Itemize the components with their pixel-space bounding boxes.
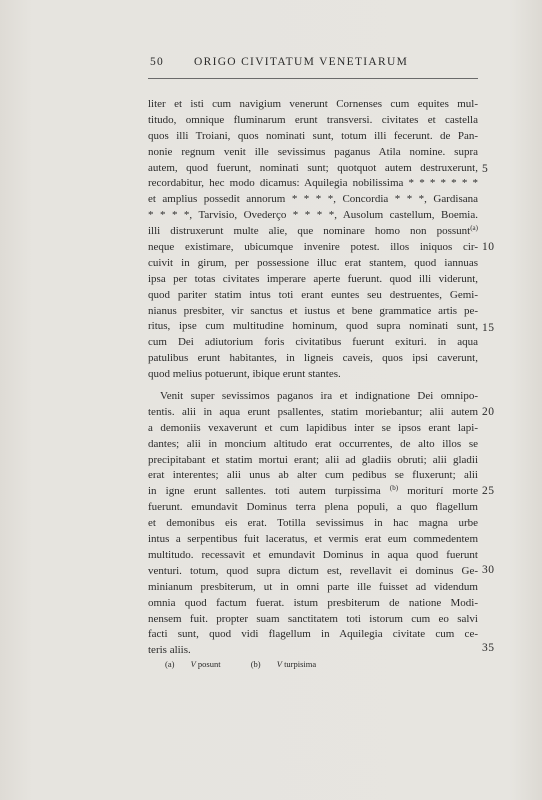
- text-line: neque existimare, ubicumque invenire potest. illos iniquos cir-: [148, 241, 478, 254]
- line-number: 35: [482, 642, 495, 654]
- text-line: cum Dei adiutorium foris civitatibus fuerunt exituri. in aqua: [148, 336, 478, 349]
- text-line: nensem fuit. propter suam sanctitatem toti istorum cum eo salvi: [148, 612, 478, 625]
- text-line: fuerunt. emundavit Dominus terra plena populi, a quo flagellum: [148, 501, 478, 514]
- line-number: 10: [482, 241, 495, 253]
- text-line: intus a serpentibus fuit laceratus, et vermis erat eum commedentem: [148, 533, 478, 546]
- footnotes: [165, 659, 344, 669]
- text-line: recordabitur, hec modo dicamus: Aquilegia nobilissima * * * * * * *: [148, 177, 478, 190]
- text-line: teris aliis.: [148, 644, 191, 657]
- text-line: nianus presbiter, vir sanctus et iustus et bene grammatice artis pe-: [148, 304, 478, 317]
- line-number: 20: [482, 406, 495, 418]
- footnote-b: (b) V turpisima: [250, 659, 317, 669]
- text-line: cuivit in girum, per possessione illuc erat stantem, quod iannuas: [148, 256, 478, 269]
- text-line: et demonibus eis erat. Totilla sevissimus in hac magna urbe: [148, 517, 478, 530]
- page-header: [150, 56, 475, 76]
- text-line: precipitabant et statim mortui erant; alii ad gladiis obruti; alii gladii: [148, 453, 478, 466]
- text-line: dantes; alii in moncium altitudo erat occurrentes, de alto illos se: [148, 437, 478, 450]
- line-number: 25: [482, 485, 495, 497]
- text-line: et amplius possedit annorum * * * *, Concordia * * *, Gardisana: [148, 193, 478, 206]
- text-line: venturi. totum, quod supra dictum est, revellavit ei dominus Ge-: [148, 564, 478, 577]
- text-line: autem, quod fuerunt, nominati sunt; quotquot autem destruxerunt,: [148, 161, 478, 174]
- text-line: patulibus erunt habitantes, in ligneis caveis, quos ipsi caverunt,: [148, 352, 478, 365]
- text-line: quos illi Troiani, quos nominati sunt, totum illi fecerunt. de Pan-: [148, 129, 478, 142]
- body-text: [148, 97, 478, 659]
- text-line: illi distruxerunt multe alie, que nominare homo non possunt$^{(a)}$: [148, 224, 478, 238]
- line-number: 30: [482, 564, 495, 576]
- text-line: nonie regnum venit ille sevissimus paganus Atila nomine. supra: [148, 145, 478, 158]
- footnote-a: (a) V posunt: [165, 659, 221, 669]
- text-line: ipsa per totas civitates imperare aperte fuerunt. quod illi viderunt,: [148, 272, 478, 285]
- text-line: minianum presbiterum, ut in omni parte ille fuisset ad videndum: [148, 580, 478, 593]
- text-line: facti sunt, quod vidi flagellum in Aquilegia civitate cum ce-: [148, 628, 478, 641]
- footnote-marker-b: (b): [389, 484, 399, 493]
- text-line: in igne erunt sallentes. toti autem turpissima $^{(b)}$ moriturí morte: [148, 484, 479, 498]
- text-line: * * * *, Tarvisio, Ovederço * * * *, Ausolum castellum, Boemia.: [148, 209, 478, 222]
- text-line: multitudo. recessavit et emundavit Dominus in aqua quod fuerunt: [148, 548, 478, 561]
- page-number: 50: [150, 56, 165, 68]
- header-rule: [148, 78, 478, 79]
- text-line: ritus, ipse cum multitudine hominum, quod supra nominati sunt,: [148, 320, 478, 333]
- line-number: 5: [482, 163, 489, 175]
- text-line: quod melius potuerunt, ibique erunt stantes.: [148, 368, 341, 381]
- text-line: omnia quod factum fuerat. istum presbiterum de natione Modi-: [148, 596, 478, 609]
- text-line: Venit super sevissimos paganos ira et indignatione Dei omnipo-: [160, 390, 478, 403]
- text-line: quod pariter statim intus toti erant euntes seu destruentes, Gemi-: [148, 288, 478, 301]
- text-line: titudo, omnique fluminarum erunt transversi. civitates et castella: [148, 113, 478, 126]
- footnote-marker-a: (a): [470, 224, 478, 233]
- running-title: ORIGO CIVITATUM VENETIARUM: [194, 56, 409, 68]
- text-line: erat interentes; alii unus ab alter cum pedibus se fluxerunt; alii: [148, 469, 478, 482]
- text-line: tentis. alii in aqua erunt psallentes, statim moriebantur; alii autem: [148, 405, 478, 418]
- line-number: 15: [482, 322, 495, 334]
- text-line: a demoniis vexaverunt et cum lapidibus inter se ipsos erant lapi-: [148, 421, 478, 434]
- text-line: liter et isti cum navigium venerunt Cornenses cum equites mul-: [148, 98, 478, 110]
